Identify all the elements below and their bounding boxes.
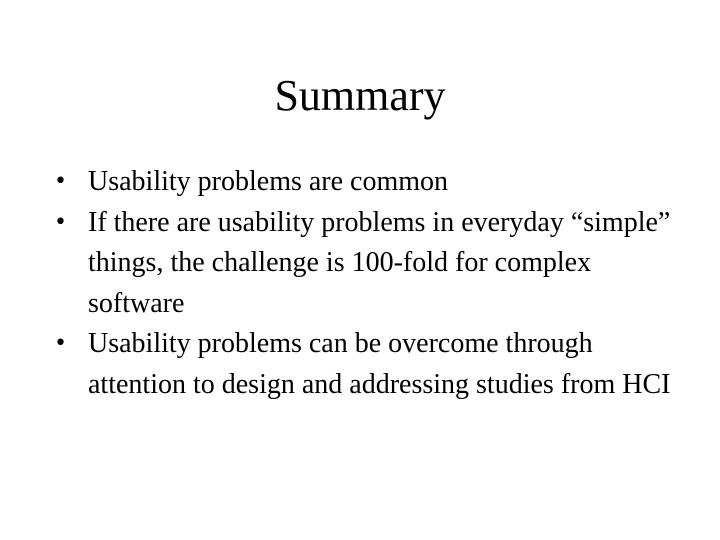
bullet-text: Usability problems can be overcome through attention to design and addressing studies from HCI bbox=[88, 328, 671, 400]
bullet-list bbox=[54, 162, 684, 405]
bullet-text: Usability problems are common bbox=[88, 166, 449, 197]
slide-title: Summary bbox=[274, 71, 446, 120]
bullet-item-3 bbox=[54, 324, 684, 405]
bullet-icon: • bbox=[54, 169, 67, 194]
bullet-item-1 bbox=[54, 162, 684, 203]
bullet-icon: • bbox=[54, 331, 67, 356]
bullet-item-2 bbox=[54, 203, 684, 325]
bullet-icon: • bbox=[54, 209, 67, 235]
bullet-text: If there are usability problems in everyday “simple” things, the challenge is 100-fold for complex software bbox=[88, 206, 671, 319]
